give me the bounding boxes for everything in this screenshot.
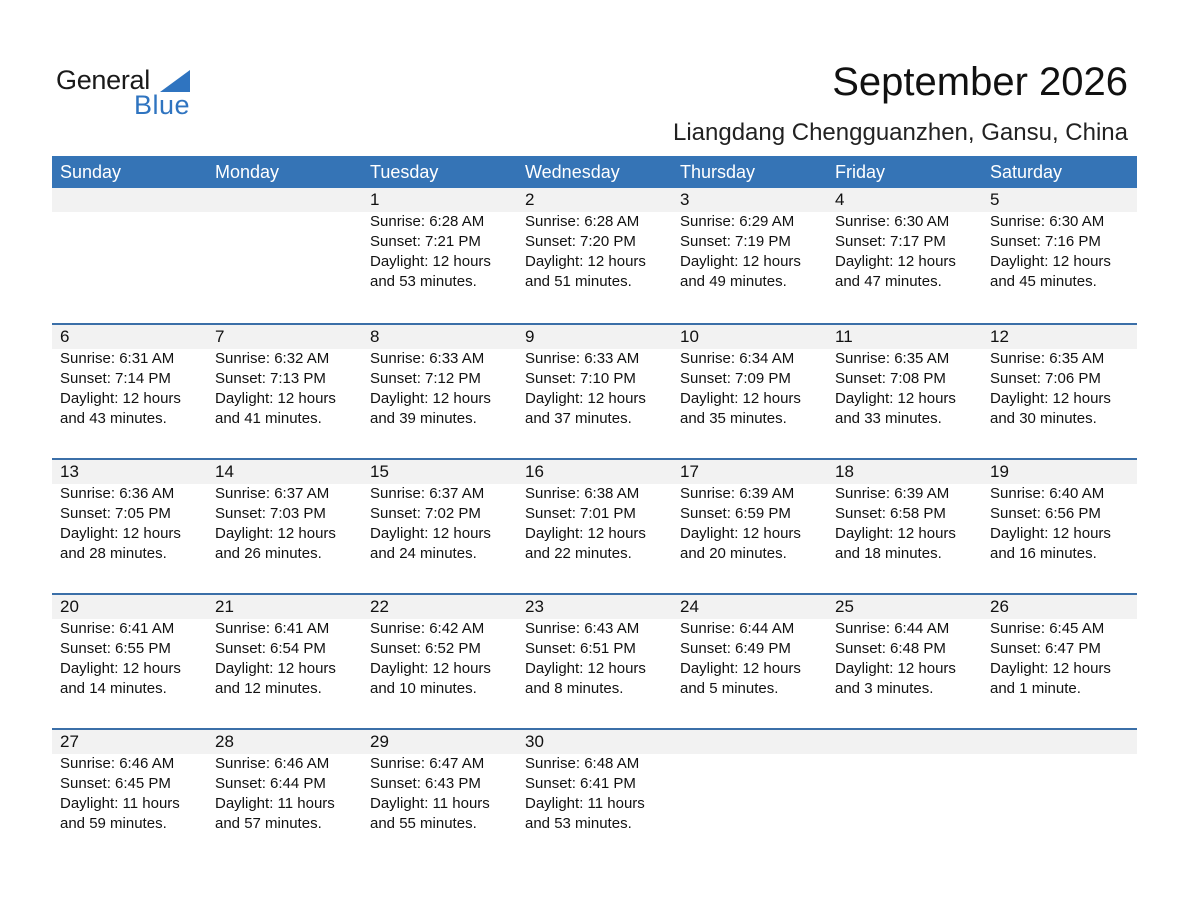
day-number: 8 bbox=[370, 327, 380, 346]
daylight-minutes-text: and 28 minutes. bbox=[60, 545, 167, 562]
daylight-text: Daylight: 12 hours bbox=[680, 525, 801, 542]
day-cell bbox=[517, 460, 672, 564]
sunset-text: Sunset: 7:10 PM bbox=[525, 370, 636, 387]
sunrise-text: Sunrise: 6:45 AM bbox=[990, 620, 1105, 637]
day-number: 26 bbox=[990, 597, 1009, 616]
day-cell bbox=[672, 460, 827, 564]
sunrise-text: Sunrise: 6:39 AM bbox=[680, 485, 795, 502]
daylight-text: Daylight: 12 hours bbox=[680, 390, 801, 407]
calendar-grid bbox=[52, 156, 1137, 863]
sunset-text: Sunset: 6:58 PM bbox=[835, 505, 946, 522]
day-cell bbox=[517, 730, 672, 834]
sunrise-text: Sunrise: 6:41 AM bbox=[60, 620, 175, 637]
day-number: 7 bbox=[215, 327, 225, 346]
day-cell bbox=[52, 325, 207, 429]
day-cell bbox=[827, 595, 982, 699]
daylight-minutes-text: and 53 minutes. bbox=[525, 815, 632, 832]
daylight-minutes-text: and 14 minutes. bbox=[60, 680, 167, 697]
day-number: 27 bbox=[60, 732, 79, 751]
calendar-weeks bbox=[52, 188, 1137, 863]
sunset-text: Sunset: 7:02 PM bbox=[370, 505, 481, 522]
day-cell bbox=[52, 730, 207, 834]
weekday-header-thursday: Thursday bbox=[680, 162, 756, 182]
weekday-header bbox=[52, 156, 1137, 188]
day-number: 2 bbox=[525, 190, 535, 209]
sunrise-text: Sunrise: 6:41 AM bbox=[215, 620, 330, 637]
day-cell bbox=[982, 325, 1137, 429]
day-cell bbox=[362, 595, 517, 699]
day-cell bbox=[517, 188, 672, 292]
sunrise-text: Sunrise: 6:31 AM bbox=[60, 350, 175, 367]
sunset-text: Sunset: 7:06 PM bbox=[990, 370, 1101, 387]
daylight-text: Daylight: 12 hours bbox=[370, 525, 491, 542]
day-cell bbox=[517, 595, 672, 699]
logo-general-text: General bbox=[56, 65, 150, 95]
daylight-minutes-text: and 22 minutes. bbox=[525, 545, 632, 562]
day-number: 3 bbox=[680, 190, 690, 209]
daylight-text: Daylight: 11 hours bbox=[525, 795, 645, 812]
sunset-text: Sunset: 6:45 PM bbox=[60, 775, 171, 792]
weekday-header-tuesday: Tuesday bbox=[370, 162, 439, 182]
day-number: 30 bbox=[525, 732, 544, 751]
day-number: 1 bbox=[370, 190, 380, 209]
day-number: 12 bbox=[990, 327, 1009, 346]
sunset-text: Sunset: 6:51 PM bbox=[525, 640, 636, 657]
empty-day-cell bbox=[982, 730, 1137, 834]
empty-day-cell bbox=[827, 730, 982, 834]
empty-day-cell bbox=[672, 730, 827, 834]
sunset-text: Sunset: 6:43 PM bbox=[370, 775, 481, 792]
sunrise-text: Sunrise: 6:46 AM bbox=[60, 755, 175, 772]
daylight-text: Daylight: 12 hours bbox=[835, 525, 956, 542]
page-title: September 2026 bbox=[832, 60, 1128, 104]
day-number: 11 bbox=[835, 327, 853, 346]
day-cell bbox=[827, 460, 982, 564]
location-subtitle: Liangdang Chengguanzhen, Gansu, China bbox=[672, 119, 1128, 146]
sunset-text: Sunset: 7:05 PM bbox=[60, 505, 171, 522]
daylight-text: Daylight: 12 hours bbox=[370, 390, 491, 407]
sunrise-text: Sunrise: 6:36 AM bbox=[60, 485, 175, 502]
sunrise-text: Sunrise: 6:40 AM bbox=[990, 485, 1105, 502]
sunrise-text: Sunrise: 6:44 AM bbox=[835, 620, 950, 637]
sunrise-text: Sunrise: 6:42 AM bbox=[370, 620, 485, 637]
logo-blue-text: Blue bbox=[134, 90, 191, 120]
day-cell bbox=[517, 325, 672, 429]
daylight-minutes-text: and 18 minutes. bbox=[835, 545, 942, 562]
sunset-text: Sunset: 7:09 PM bbox=[680, 370, 791, 387]
day-number: 24 bbox=[680, 597, 699, 616]
day-number: 22 bbox=[370, 597, 389, 616]
sunrise-text: Sunrise: 6:30 AM bbox=[835, 213, 950, 230]
daylight-text: Daylight: 12 hours bbox=[525, 253, 646, 270]
weekday-header-sunday: Sunday bbox=[60, 162, 122, 182]
daylight-text: Daylight: 12 hours bbox=[215, 525, 336, 542]
daylight-minutes-text: and 57 minutes. bbox=[215, 815, 322, 832]
daylight-text: Daylight: 11 hours bbox=[370, 795, 490, 812]
daylight-text: Daylight: 12 hours bbox=[835, 390, 956, 407]
daylight-text: Daylight: 12 hours bbox=[835, 660, 956, 677]
day-cell bbox=[982, 460, 1137, 564]
sunrise-text: Sunrise: 6:43 AM bbox=[525, 620, 640, 637]
brand-logo bbox=[56, 64, 196, 120]
sunrise-text: Sunrise: 6:44 AM bbox=[680, 620, 795, 637]
day-cell bbox=[362, 188, 517, 292]
day-cell bbox=[207, 460, 362, 564]
sunrise-text: Sunrise: 6:29 AM bbox=[680, 213, 795, 230]
day-number: 17 bbox=[680, 462, 699, 481]
daylight-minutes-text: and 59 minutes. bbox=[60, 815, 167, 832]
daylight-minutes-text: and 51 minutes. bbox=[525, 273, 632, 290]
day-number: 9 bbox=[525, 327, 535, 346]
sunset-text: Sunset: 6:48 PM bbox=[835, 640, 946, 657]
sunset-text: Sunset: 7:03 PM bbox=[215, 505, 326, 522]
daylight-text: Daylight: 12 hours bbox=[835, 253, 956, 270]
day-number: 5 bbox=[990, 190, 1000, 209]
daylight-minutes-text: and 8 minutes. bbox=[525, 680, 624, 697]
sunset-text: Sunset: 7:16 PM bbox=[990, 233, 1101, 250]
daylight-minutes-text: and 3 minutes. bbox=[835, 680, 934, 697]
sunrise-text: Sunrise: 6:47 AM bbox=[370, 755, 485, 772]
daylight-text: Daylight: 12 hours bbox=[525, 660, 646, 677]
daylight-text: Daylight: 12 hours bbox=[370, 660, 491, 677]
sunrise-text: Sunrise: 6:34 AM bbox=[680, 350, 795, 367]
calendar-week bbox=[52, 458, 1137, 593]
day-cell bbox=[52, 595, 207, 699]
sunrise-text: Sunrise: 6:38 AM bbox=[525, 485, 640, 502]
sunset-text: Sunset: 7:13 PM bbox=[215, 370, 326, 387]
weekday-header-monday: Monday bbox=[215, 162, 280, 182]
sunset-text: Sunset: 7:08 PM bbox=[835, 370, 946, 387]
day-cell bbox=[827, 188, 982, 292]
sunrise-text: Sunrise: 6:28 AM bbox=[370, 213, 485, 230]
daylight-text: Daylight: 12 hours bbox=[990, 525, 1111, 542]
day-cell bbox=[362, 730, 517, 834]
daylight-text: Daylight: 12 hours bbox=[60, 390, 181, 407]
sunset-text: Sunset: 6:41 PM bbox=[525, 775, 636, 792]
daylight-minutes-text: and 33 minutes. bbox=[835, 410, 942, 427]
daylight-minutes-text: and 35 minutes. bbox=[680, 410, 787, 427]
day-cell bbox=[672, 325, 827, 429]
sunrise-text: Sunrise: 6:28 AM bbox=[525, 213, 640, 230]
daylight-minutes-text: and 16 minutes. bbox=[990, 545, 1097, 562]
sunset-text: Sunset: 7:17 PM bbox=[835, 233, 946, 250]
day-number: 10 bbox=[680, 327, 699, 346]
daylight-minutes-text: and 10 minutes. bbox=[370, 680, 477, 697]
sunset-text: Sunset: 7:21 PM bbox=[370, 233, 481, 250]
day-cell bbox=[207, 730, 362, 834]
day-cell bbox=[52, 460, 207, 564]
daylight-minutes-text: and 41 minutes. bbox=[215, 410, 322, 427]
day-cell bbox=[207, 325, 362, 429]
sunrise-text: Sunrise: 6:35 AM bbox=[835, 350, 950, 367]
day-number: 14 bbox=[215, 462, 234, 481]
sunrise-text: Sunrise: 6:32 AM bbox=[215, 350, 330, 367]
sunset-text: Sunset: 7:14 PM bbox=[60, 370, 171, 387]
daylight-text: Daylight: 12 hours bbox=[215, 660, 336, 677]
calendar-week bbox=[52, 593, 1137, 728]
daylight-minutes-text: and 5 minutes. bbox=[680, 680, 779, 697]
day-number: 19 bbox=[990, 462, 1009, 481]
sunrise-text: Sunrise: 6:33 AM bbox=[370, 350, 485, 367]
sunrise-text: Sunrise: 6:46 AM bbox=[215, 755, 330, 772]
logo-triangle-icon bbox=[160, 70, 190, 92]
day-number: 21 bbox=[215, 597, 234, 616]
sunset-text: Sunset: 6:44 PM bbox=[215, 775, 326, 792]
sunset-text: Sunset: 7:19 PM bbox=[680, 233, 791, 250]
empty-day-cell bbox=[52, 188, 207, 292]
daylight-text: Daylight: 12 hours bbox=[215, 390, 336, 407]
daylight-text: Daylight: 12 hours bbox=[990, 390, 1111, 407]
sunrise-text: Sunrise: 6:33 AM bbox=[525, 350, 640, 367]
daylight-text: Daylight: 12 hours bbox=[990, 253, 1111, 270]
daylight-minutes-text: and 53 minutes. bbox=[370, 273, 477, 290]
day-number: 15 bbox=[370, 462, 389, 481]
daylight-minutes-text: and 26 minutes. bbox=[215, 545, 322, 562]
day-cell bbox=[207, 595, 362, 699]
sunset-text: Sunset: 6:59 PM bbox=[680, 505, 791, 522]
sunset-text: Sunset: 6:54 PM bbox=[215, 640, 326, 657]
daylight-minutes-text: and 47 minutes. bbox=[835, 273, 942, 290]
day-number: 13 bbox=[60, 462, 79, 481]
daylight-minutes-text: and 39 minutes. bbox=[370, 410, 477, 427]
day-number: 4 bbox=[835, 190, 845, 209]
day-cell bbox=[362, 325, 517, 429]
weekday-header-friday: Friday bbox=[835, 162, 886, 182]
sunrise-text: Sunrise: 6:39 AM bbox=[835, 485, 950, 502]
sunset-text: Sunset: 6:52 PM bbox=[370, 640, 481, 657]
daylight-minutes-text: and 12 minutes. bbox=[215, 680, 322, 697]
daylight-minutes-text: and 30 minutes. bbox=[990, 410, 1097, 427]
sunrise-text: Sunrise: 6:37 AM bbox=[215, 485, 330, 502]
day-number: 29 bbox=[370, 732, 389, 751]
daylight-text: Daylight: 12 hours bbox=[60, 525, 181, 542]
day-number: 23 bbox=[525, 597, 544, 616]
daylight-minutes-text: and 55 minutes. bbox=[370, 815, 477, 832]
daylight-minutes-text: and 20 minutes. bbox=[680, 545, 787, 562]
daylight-minutes-text: and 24 minutes. bbox=[370, 545, 477, 562]
daylight-minutes-text: and 45 minutes. bbox=[990, 273, 1097, 290]
sunset-text: Sunset: 6:55 PM bbox=[60, 640, 171, 657]
day-cell bbox=[827, 325, 982, 429]
sunrise-text: Sunrise: 6:30 AM bbox=[990, 213, 1105, 230]
daylight-text: Daylight: 12 hours bbox=[60, 660, 181, 677]
daylight-text: Daylight: 12 hours bbox=[680, 253, 801, 270]
day-number: 20 bbox=[60, 597, 79, 616]
day-cell bbox=[672, 595, 827, 699]
sunrise-text: Sunrise: 6:48 AM bbox=[525, 755, 640, 772]
day-number: 16 bbox=[525, 462, 544, 481]
sunset-text: Sunset: 6:47 PM bbox=[990, 640, 1101, 657]
sunset-text: Sunset: 7:12 PM bbox=[370, 370, 481, 387]
calendar-week bbox=[52, 323, 1137, 458]
sunrise-text: Sunrise: 6:35 AM bbox=[990, 350, 1105, 367]
sunset-text: Sunset: 6:49 PM bbox=[680, 640, 791, 657]
weekday-header-saturday: Saturday bbox=[990, 162, 1063, 182]
daylight-text: Daylight: 12 hours bbox=[370, 253, 491, 270]
day-cell bbox=[362, 460, 517, 564]
daylight-text: Daylight: 11 hours bbox=[215, 795, 335, 812]
daylight-text: Daylight: 12 hours bbox=[525, 525, 646, 542]
calendar-week bbox=[52, 188, 1137, 323]
sunset-text: Sunset: 7:01 PM bbox=[525, 505, 636, 522]
daylight-minutes-text: and 49 minutes. bbox=[680, 273, 787, 290]
daylight-minutes-text: and 43 minutes. bbox=[60, 410, 167, 427]
day-cell bbox=[982, 188, 1137, 292]
daylight-minutes-text: and 37 minutes. bbox=[525, 410, 632, 427]
daylight-text: Daylight: 12 hours bbox=[680, 660, 801, 677]
daylight-minutes-text: and 1 minute. bbox=[990, 680, 1081, 697]
calendar-week bbox=[52, 728, 1137, 863]
daylight-text: Daylight: 11 hours bbox=[60, 795, 180, 812]
sunset-text: Sunset: 6:56 PM bbox=[990, 505, 1101, 522]
day-cell bbox=[672, 188, 827, 292]
day-number: 6 bbox=[60, 327, 70, 346]
sunset-text: Sunset: 7:20 PM bbox=[525, 233, 636, 250]
empty-day-cell bbox=[207, 188, 362, 292]
day-number: 28 bbox=[215, 732, 234, 751]
daylight-text: Daylight: 12 hours bbox=[525, 390, 646, 407]
sunrise-text: Sunrise: 6:37 AM bbox=[370, 485, 485, 502]
day-cell bbox=[982, 595, 1137, 699]
weekday-header-wednesday: Wednesday bbox=[525, 162, 620, 182]
day-number: 18 bbox=[835, 462, 854, 481]
day-number: 25 bbox=[835, 597, 854, 616]
daylight-text: Daylight: 12 hours bbox=[990, 660, 1111, 677]
